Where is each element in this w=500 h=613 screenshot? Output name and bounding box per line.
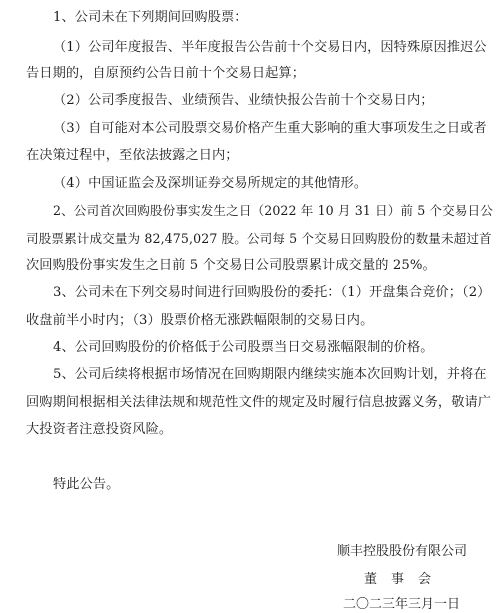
paragraph-line: 在决策过程中，至依法披露之日内； xyxy=(26,148,239,163)
paragraph-line: 2、公司首次回购股份事实发生之日（2022 年 10 月 31 日）前 5 个交易日公 xyxy=(53,203,493,218)
paragraph-line: 大投资者注意投资风险。 xyxy=(26,422,173,437)
paragraph-line: 司股票累计成交量为 82,475,027 股。公司每 5 个交易日回购股份的数量未超过首 xyxy=(26,231,492,246)
signature-company: 顺丰控股股份有限公司 xyxy=(337,544,468,559)
paragraph-line: 5、公司后续将根据市场情况在回购期限内继续实施本次回购计划，并将在 xyxy=(53,367,487,382)
paragraph-line: 告日期的，自原预约公告日前十个交易日起算； xyxy=(26,66,306,81)
paragraph-line: （2）公司季度报告、业绩预告、业绩快报公告前十个交易日内； xyxy=(53,93,434,108)
signature-date: 二〇二三年三月一日 xyxy=(343,597,461,612)
closing-line: 特此公告。 xyxy=(53,477,120,492)
paragraph-line: 3、公司未在下列交易时间进行回购股份的委托：（1）开盘集合竞价；（2） xyxy=(53,285,491,300)
paragraph-line: 收盘前半小时内；（3）股票价格无涨跌幅限制的交易日内。 xyxy=(26,313,374,328)
paragraph-line: （1）公司年度报告、半年度报告公告前十个交易日内，因特殊原因推迟公 xyxy=(53,40,487,55)
paragraph-line: 次回购股份事实发生之日前 5 个交易日公司股票累计成交量的 25%。 xyxy=(26,258,436,273)
paragraph-line: 回购期间根据相关法律法规和规范性文件的规定及时履行信息披露义务，敬请广 xyxy=(26,395,492,410)
paragraph-line: （4）中国证监会及深圳证券交易所规定的其他情形。 xyxy=(53,176,368,191)
paragraph-line: （3）自可能对本公司股票交易价格产生重大影响的重大事项发生之日或者 xyxy=(53,121,487,136)
paragraph-line: 1、公司未在下列期间回购股票： xyxy=(53,10,248,25)
signature-board: 董事会 xyxy=(364,572,446,587)
paragraph-line: 4、公司回购股份的价格低于公司股票当日交易涨幅限制的价格。 xyxy=(53,340,434,355)
